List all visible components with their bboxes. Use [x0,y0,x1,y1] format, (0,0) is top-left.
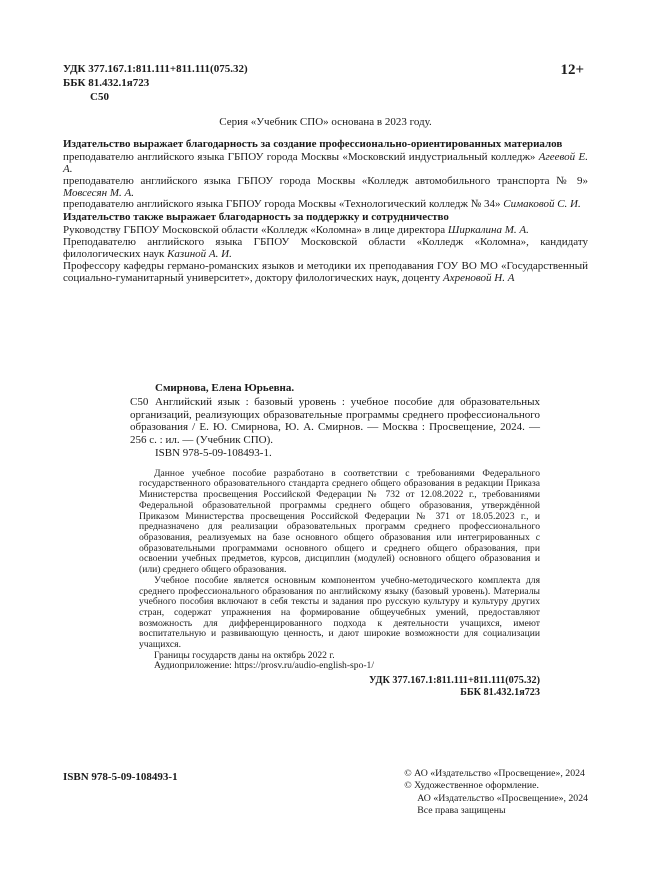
person-name: Ширкалина М. А. [447,224,529,237]
catalog-description: Английский язык : базовый уровень : учебное пособие для образовательных организаций, реализующих образовательные программы среднего профессионального образования / Е. Ю. Смирнова, Ю. А. Смирнов. — Москва : Просвещение, 2024. — 256 с. : ил. — (Учебник СПО). [130,395,540,447]
bbk-code-top: ББК 81.432.1я723 [63,77,150,89]
acknowledgement-item [63,176,588,200]
catalog-card-section [130,382,540,700]
author-sign: С50 [130,395,149,408]
acknowledgement-2-header: Издательство также выражает благодарность за поддержку и сотрудничество [63,211,449,224]
copyright-line: © АО «Издательство «Просвещение», 2024 [404,768,585,779]
isbn-bottom: ISBN 978-5-09-108493-1 [63,771,178,783]
bottom-section [63,768,588,818]
author-sign-top: С50 [90,91,109,103]
bbk-code-bottom: ББК 81.432.1я723 [460,687,540,699]
acknowledgement-item [63,237,588,261]
classification-codes [63,62,248,104]
annotation-paragraph-2: Учебное пособие является основным компонентом учебно-методического комплекта для среднего профессионального образования по английскому языку (базовый уровень). Материалы учебного пособия включают в себя тексты и задания про русскую культуру и культуру других стран, содержат упражнения на формирование общеучебных умений, предоставляют возможность для дифференцированного подхода к деятельности учащихся, имеют воспитательную и развивающую ценность, и дают широкие возможности для социализации учащихся. [139,574,540,651]
acknowledgement-text: преподавателю английского языка ГБПОУ города Москвы «Московский индустриальный колледж» [63,150,536,163]
audio-link-note: Аудиоприложение: https://prosv.ru/audio-english-spo-1/ [154,660,375,672]
borders-note: Границы государств даны на октябрь 2022 г. [154,649,335,661]
top-section [63,62,588,285]
udk-code-bottom: УДК 377.167.1:811.111+811.111(075.32) [369,675,540,687]
annotation-paragraph-1: Данное учебное пособие разработано в соответствии с требованиями Федерального государственного образовательного стандарта среднего общего образования в редакции Приказа Министерства просвещения Российской Федерации № 732 от 12.08.2022 г., требованиями Федеральной образовательной программы среднего общего образования, утверждённой Приказом Министерства просвещения Российской Федерации № 371 от 18.05.2023 г., и предназначено для реализации образовательных программ среднего профессионального образования, реализуемых на базе основного общего образования или интегрированных с образовательными программами основного общего и среднего общего образования, при освоении учебных предметов, курсов, дисциплин (модулей) основного общего образования и (или) среднего общего образования. [139,467,540,576]
person-name: Агеевой Е. А. [63,150,588,175]
acknowledgement-1-header: Издательство выражает благодарность за создание профессионально-ориентированных материалов [63,137,563,150]
header-row [63,62,588,104]
person-name: Мовсесян М. А. [63,186,134,199]
acknowledgement-block-2 [63,212,588,284]
acknowledgement-text: преподавателю английского языка ГБПОУ города Москвы «Колледж автомобильного транспорта № 9» [63,174,588,187]
catalog-entry [130,396,540,447]
udk-code-top: УДК 377.167.1:811.111+811.111(075.32) [63,63,248,75]
annotation-block [139,469,540,672]
isbn-note: ISBN 978-5-09-108493-1. [155,446,272,459]
person-name: Симаковой С. И. [503,198,581,211]
copyright-block [404,768,588,818]
acknowledgement-text: преподавателю английского языка ГБПОУ города Москвы «Технологический колледж № 34» [63,198,501,211]
copyright-line: Все права защищены [417,805,506,817]
classification-codes-bottom [130,675,540,699]
person-name: Ахреновой Н. А [442,271,515,284]
copyright-line: © Художественное оформление. [404,780,539,792]
copyright-line: АО «Издательство «Просвещение», 2024 [417,792,588,804]
acknowledgement-item [63,199,588,211]
acknowledgement-text: Руководству ГБПОУ Московской области «Колледж «Коломна» в лице директора [63,224,446,237]
person-name: Казиной А. И. [167,248,232,261]
series-note: Серия «Учебник СПО» основана в 2023 году. [219,116,432,128]
age-rating-badge: 12+ [560,62,584,78]
acknowledgement-text: Преподавателю английского языка ГБПОУ Московской области «Колледж «Коломна», кандидату филологических наук [63,236,588,261]
acknowledgement-item [63,261,588,285]
acknowledgement-text: Профессору кафедры германо-романских языков и методики их преподавания ГОУ ВО МО «Государственный социально-гуманитарный университет», доктору филологических наук, доценту [63,259,588,284]
acknowledgement-block-1 [63,139,588,211]
author-heading: Смирнова, Елена Юрьевна. [155,382,295,394]
acknowledgement-item [63,152,588,176]
